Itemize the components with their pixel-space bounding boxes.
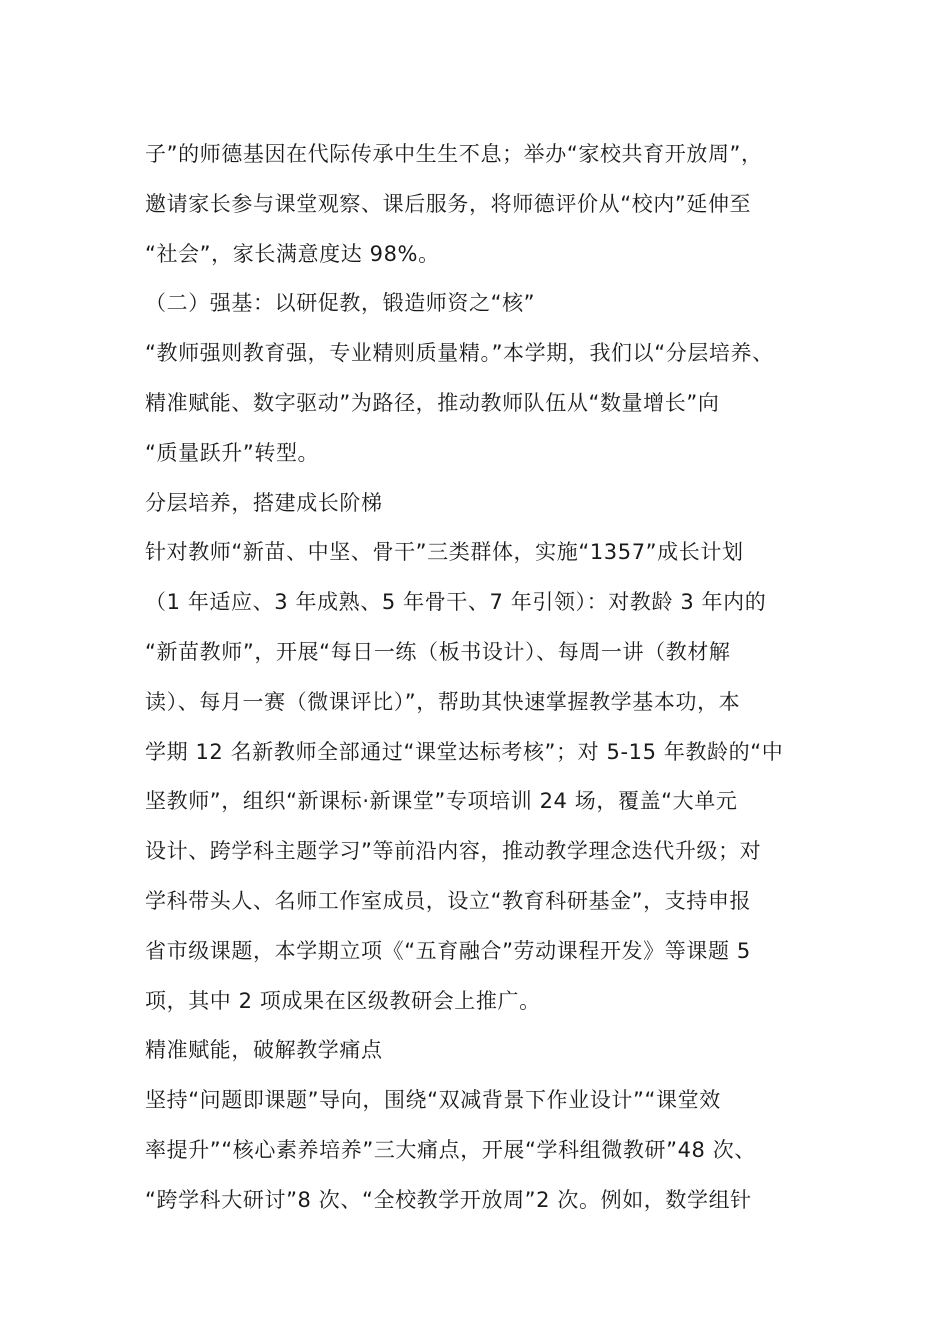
subheading: 分层培养，搭建成长阶梯 (145, 490, 383, 515)
text-line: 精准赋能、数字驱动”为路径，推动教师队伍从“数量增长”向 (145, 390, 720, 415)
subheading: 精准赋能，破解教学痛点 (145, 1038, 383, 1063)
text-line: 率提升”“核心素养培养”三大痛点，开展“学科组微教研”48 次、 (145, 1137, 756, 1162)
text-line: “跨学科大研讨”8 次、“全校教学开放周”2 次。例如，数学组针 (145, 1187, 752, 1212)
text-line: 子”的师德基因在代际传承中生生不息；举办“家校共育开放周”， (145, 142, 763, 166)
text-line: 坚持“问题即课题”导向，围绕“双减背景下作业设计”“课堂效 (145, 1088, 721, 1113)
text-line: 读）、每月一赛（微课评比）”，帮助其快速掌握教学基本功，本 (145, 689, 741, 714)
text-line: “教师强则教育强，专业精则质量精。”本学期，我们以“分层培养、 (145, 341, 774, 366)
text-line: 项，其中 2 项成果在区级教研会上推广。 (145, 988, 541, 1013)
text-line: 学科带头人、名师工作室成员，设立“教育科研基金”，支持申报 (145, 888, 752, 913)
text-line: “社会”，家长满意度达 98%。 (145, 241, 440, 266)
text-line: 坚教师”，组织“新课标·新课堂”专项培训 24 场，覆盖“大单元 (145, 789, 738, 814)
text-line: “质量跃升”转型。 (145, 440, 320, 465)
text-line: 邀请家长参与课堂观察、课后服务，将师德评价从“校内”延伸至 (145, 191, 752, 216)
body-text (145, 130, 825, 1226)
text-line: （1 年适应、3 年成熟、5 年骨干、7 年引领）：对教龄 3 年内的 (145, 590, 767, 615)
text-line: 学期 12 名新教师全部通过“课堂达标考核”；对 5-15 年教龄的“中 (145, 739, 784, 764)
text-line: 针对教师“新苗、中坚、骨干”三类群体，实施“1357”成长计划 (145, 540, 744, 565)
text-line: “新苗教师”，开展“每日一练（板书设计）、每周一讲（教材解 (145, 639, 731, 664)
section-heading: （二）强基：以研促教，锻造师资之“核” (145, 291, 536, 316)
text-line: 省市级课题，本学期立项《“五育融合”劳动课程开发》等课题 5 (145, 938, 751, 963)
text-line: 设计、跨学科主题学习”等前沿内容，推动教学理念迭代升级；对 (145, 839, 762, 864)
